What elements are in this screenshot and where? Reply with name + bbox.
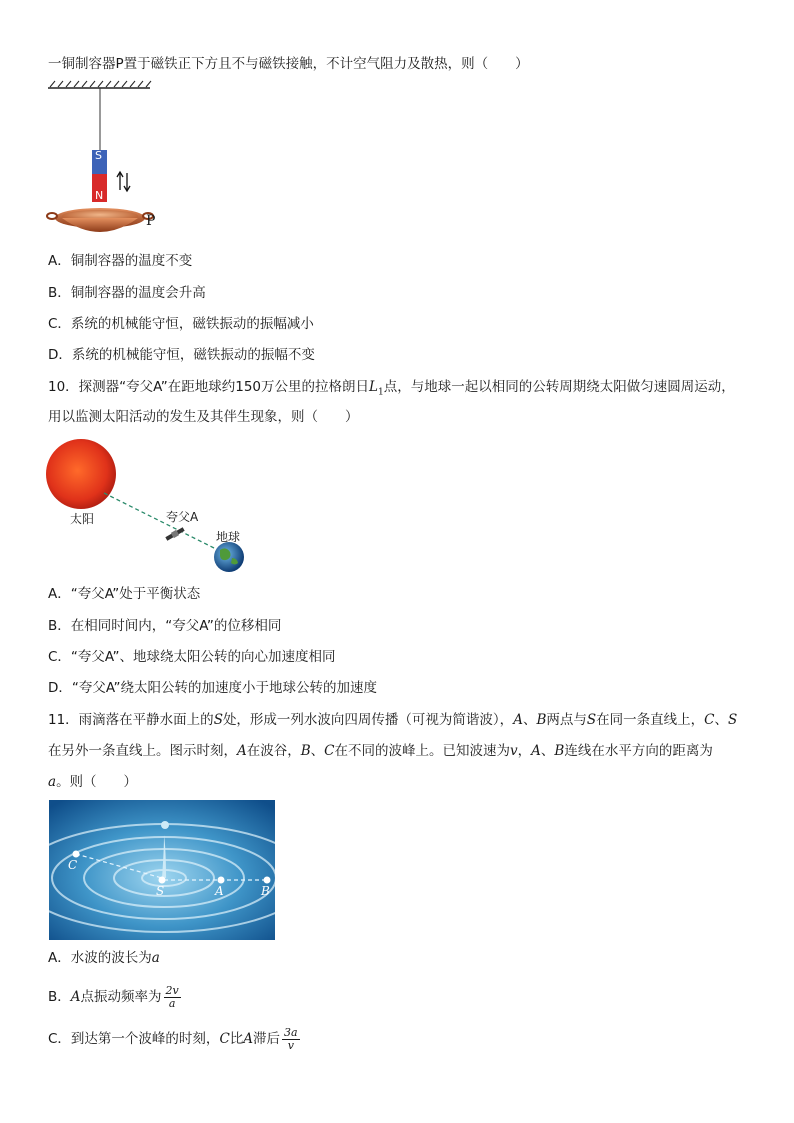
point-b-marker xyxy=(264,877,271,884)
q10-stem-line2: 用以监测太阳活动的发生及其伴生现象，则（ ） xyxy=(48,409,359,425)
sun-label: 太阳 xyxy=(70,512,95,526)
q10-option-a: A．“夸父A”处于平衡状态 xyxy=(48,586,201,602)
point-s-marker xyxy=(159,877,166,884)
water-droplet xyxy=(161,821,169,829)
q11-option-b-fraction: $\frac{2v}{a}$ xyxy=(165,983,179,1010)
sun-earth-dashed-line xyxy=(104,493,218,550)
copper-container xyxy=(47,208,156,232)
q10-option-c: C．“夸父A”、地球绕太阳公转的向心加速度相同 xyxy=(48,649,336,665)
point-c-label: C xyxy=(68,858,78,872)
q11-option-c: C．到达第一个波峰的时刻，C比A滞后 $\frac{3a}{v}$ xyxy=(48,1025,298,1052)
q11-option-c-fraction: $\frac{3a}{v}$ xyxy=(284,1025,298,1052)
magnet-n-label: N xyxy=(95,189,104,202)
magnet-s-label: S xyxy=(95,149,102,162)
q11-option-a: A．水波的波长为a xyxy=(48,950,160,966)
up-down-arrows-icon xyxy=(117,172,130,191)
q9-option-c: C．系统的机械能守恒，磁铁振动的振幅减小 xyxy=(48,316,314,332)
q10-option-b: B．在相同时间内，“夸父A”的位移相同 xyxy=(48,618,282,634)
point-s-label: S xyxy=(156,884,165,898)
point-a-label: A xyxy=(215,884,224,898)
q9-option-d: D．系统的机械能守恒，磁铁振动的振幅不变 xyxy=(48,347,315,363)
point-b-label: B xyxy=(261,884,270,898)
probe-label: 夸父A xyxy=(166,510,199,524)
point-c-marker xyxy=(73,851,80,858)
earth-label: 地球 xyxy=(216,530,241,544)
sun-icon xyxy=(46,439,116,509)
q9-stem-tail: 一铜制容器P置于磁铁正下方且不与磁铁接触，不计空气阻力及散热，则（ ） xyxy=(48,56,529,72)
q11-stem-line3: a。则（ ） xyxy=(48,774,138,790)
q9-option-a: A．铜制容器的温度不变 xyxy=(48,253,193,269)
q11-option-b: B．A点振动频率为 $\frac{2v}{a}$ xyxy=(48,983,179,1010)
point-a-marker xyxy=(218,877,225,884)
q10-option-d: D．“夸父A”绕太阳公转的加速度小于地球公转的加速度 xyxy=(48,680,377,696)
container-label: P xyxy=(146,213,156,229)
q11-stem-line2: 在另外一条直线上。图示时刻，A在波谷，B、C在不同的波峰上。已知波速为v，A、B连线在水平方向的距离为 xyxy=(48,743,713,759)
q10-stem-line1: 10．探测器“夸父A”在距地球约150万公里的拉格朗日$L_1$点，与地球一起以相同的公转周期绕太阳做匀速圆周运动， xyxy=(48,379,735,398)
q11-stem-line1: 11．雨滴落在平静水面上的S处，形成一列水波向四周传播（可视为简谐波），A、B两点与S在同一条直线上，C、S xyxy=(48,712,738,728)
q10-figure xyxy=(44,438,254,580)
q9-figure xyxy=(40,78,180,240)
q9-option-b: B．铜制容器的温度会升高 xyxy=(48,285,206,301)
q11-figure xyxy=(49,800,275,940)
